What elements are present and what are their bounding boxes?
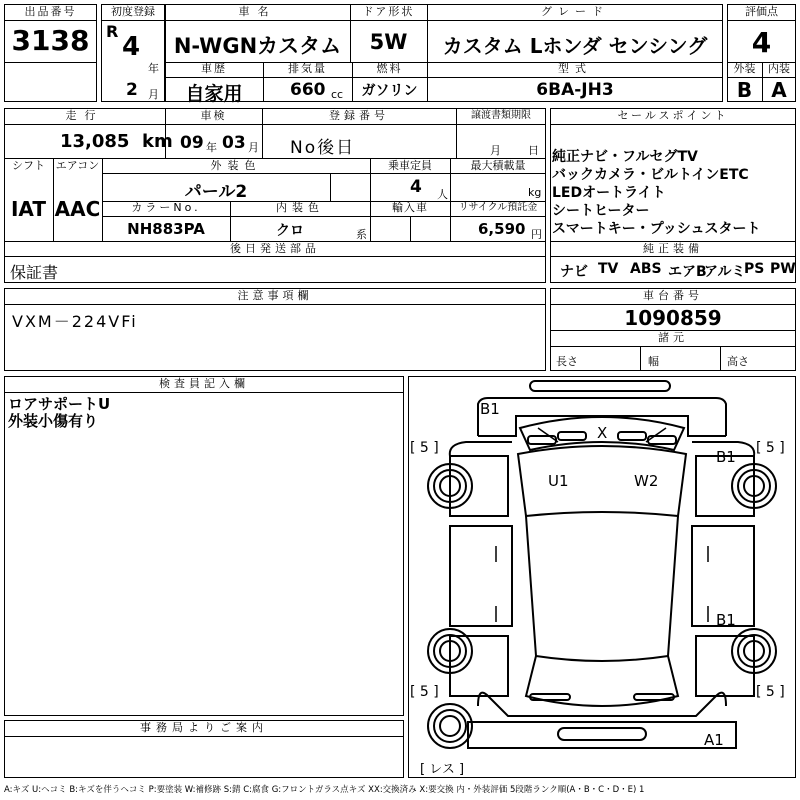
max-load-label: 最大積載量 [470, 159, 526, 172]
registration-label: 登録番号 [329, 109, 389, 122]
displacement-label: 排気量 [288, 62, 327, 75]
tire-front-left: [ 5 ] [410, 440, 439, 456]
shift: IAT [10, 197, 46, 221]
transfer-day: 日 [528, 144, 539, 157]
score-label: 評価点 [745, 5, 778, 18]
history-label: 車歴 [201, 62, 227, 75]
specs-label: 諸元 [658, 331, 688, 344]
tire-front-right: [ 5 ] [756, 440, 785, 456]
later-parts-label: 後日発送部品 [230, 242, 320, 255]
exterior-grade: B [736, 78, 753, 102]
first-reg-era: R [106, 22, 119, 41]
door-label: ドア形状 [362, 5, 415, 18]
spec-height: 高さ [727, 355, 749, 368]
chassis-label: 車台番号 [643, 289, 703, 302]
model-label: 型式 [558, 62, 592, 75]
capacity-label: 乗車定員 [388, 159, 432, 172]
office-label: 事務局よりご案内 [140, 721, 268, 734]
shift-label: シフト [12, 159, 45, 172]
lot-label: 出品番号 [24, 5, 77, 18]
mark-u1: U1 [548, 472, 569, 490]
interior-label: 内装 [768, 62, 790, 75]
car-name: N-WGNカスタム [173, 34, 342, 58]
legend: A:キズ U:ヘコミ B:キズを伴うヘコミ P:要塗装 W:補修跡 S:錆 C:腐食 G:フロントガラス点キズ XX:交換済み X:要交換 内・外装評価 5段階ランク順(A・B・C・D・E) 1 [4, 785, 645, 795]
equipment-ps: PS [744, 261, 765, 277]
equipment-airbag: エアB [668, 264, 707, 280]
inspection-month: 03 [222, 133, 246, 153]
color: パール2 [184, 182, 248, 202]
tire-spare: [ レス ] [420, 762, 465, 777]
fuel: ガソリン [361, 83, 418, 99]
capacity: 4 [410, 177, 422, 197]
fuel-label: 燃料 [376, 62, 403, 75]
notes-label: 注意事項欄 [237, 289, 313, 302]
equipment-tv: TV [598, 261, 619, 277]
recycle: 6,590 [478, 220, 526, 238]
lot-number: 3138 [11, 24, 90, 57]
displacement-unit: cc [331, 88, 344, 101]
sales-point-5: スマートキー・プッシュスタート [552, 221, 761, 237]
max-load-unit: kg [528, 186, 542, 199]
notes: VXM－224VFi [12, 312, 138, 331]
aircon: AAC [54, 197, 101, 221]
inspection-year-unit: 年 [206, 141, 217, 154]
equipment-label: 純正装備 [643, 242, 703, 255]
tire-rear-left: [ 5 ] [410, 684, 439, 700]
first-reg-year: 4 [122, 32, 141, 62]
car-name-label: 車名 [238, 5, 277, 18]
chassis-number: 1090859 [624, 306, 722, 330]
equipment-navi: ナビ [560, 264, 588, 280]
inspector-line-2: 外装小傷有り [8, 412, 99, 430]
displacement: 660 [290, 80, 326, 100]
mark-b1-top-left: B1 [480, 400, 500, 418]
first-reg-year-unit: 年 [148, 62, 159, 75]
equipment-abs: ABS [630, 261, 662, 277]
spec-length: 長さ [556, 355, 578, 368]
color-label: 外装色 [210, 159, 262, 172]
tire-rear-right: [ 5 ] [756, 684, 785, 700]
history: 自家用 [185, 83, 243, 105]
interior-color-suffix: 系 [356, 228, 367, 241]
mark-x-windshield: X [597, 424, 608, 442]
sales-point-1: 純正ナビ・フルセグTV [552, 149, 698, 165]
recycle-unit: 円 [531, 228, 542, 241]
score: 4 [751, 26, 772, 59]
mark-b1-right-rear: B1 [716, 611, 736, 629]
mileage-label: 走行 [65, 109, 104, 122]
registration: No後日 [290, 138, 356, 158]
inspection-label: 車検 [200, 109, 227, 122]
exterior-label: 外装 [733, 62, 756, 75]
grade-label: グレード [541, 5, 609, 18]
equipment-pw: PW [770, 261, 796, 277]
later-parts: 保証書 [10, 263, 59, 282]
sales-point-4: シートヒーター [552, 203, 650, 219]
inspection-month-unit: 月 [248, 141, 259, 154]
interior-grade: A [771, 78, 787, 102]
color-no-label: カラーNo. [131, 201, 201, 214]
transfer-month: 月 [490, 144, 501, 157]
sales-point-2: バックカメラ・ビルトインETC [552, 167, 749, 183]
mark-w2: W2 [634, 472, 659, 490]
interior-color-label: 内装色 [276, 201, 324, 214]
first-reg-month: 2 [126, 80, 138, 100]
sales-point-3: LEDオートライト [552, 185, 666, 201]
mileage-unit: km [142, 131, 173, 152]
mileage: 13,085 [60, 131, 130, 152]
model: 6BA-JH3 [536, 80, 614, 100]
mark-a1: A1 [704, 731, 724, 749]
first-reg-label: 初度登録 [111, 5, 155, 18]
recycle-label: リサイクル預託金 [458, 202, 538, 213]
aircon-label: エアコン [55, 159, 100, 172]
inspector-label: 検査員記入欄 [159, 377, 249, 390]
import-label: 輸入車 [392, 201, 428, 214]
color-no: NH883PA [127, 220, 205, 238]
equipment-alloy: アルミ [704, 264, 746, 280]
door-type: 5W [369, 30, 408, 54]
grade: カスタム Lホンダ センシング [442, 34, 708, 58]
interior-color: クロ [276, 223, 304, 239]
spec-width: 幅 [648, 355, 659, 368]
inspection-year: 09 [180, 133, 204, 153]
transfer-label: 譲渡書類期限 [471, 110, 531, 121]
mark-b1-right-front: B1 [716, 448, 736, 466]
capacity-unit: 人 [437, 188, 448, 201]
inspector-line-1: ロアサポートU [8, 395, 111, 413]
first-reg-month-unit: 月 [148, 88, 159, 101]
sales-label: セールスポイント [617, 109, 729, 122]
